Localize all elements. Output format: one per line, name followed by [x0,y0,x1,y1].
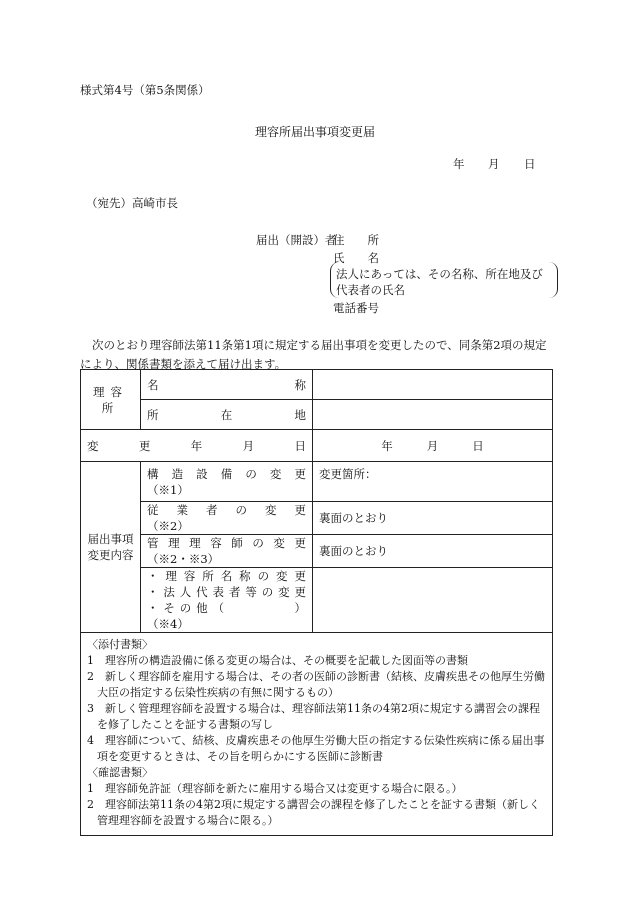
change-date-label-cell [81,430,313,462]
attachment-item: 4 理容師について、結核、皮膚疾患その他厚生労働大臣の指定する伝染性疾病に係る届出事項を変更するときは、その旨を明らかにする医師に診断書 [87,734,545,763]
item-structure-line2: （※1） [147,482,189,497]
shop-name-label: 名 称 [147,377,306,392]
item-manager-line2: （※2・※3） [147,552,220,566]
corporation-note-line1: 法人にあっては、その名称、所在地及び [336,267,543,281]
shop-label-cell [81,370,141,430]
attachment-item: 1 理容所の構造設備に係る変更の場合は、その概要を記載した図面等の書類 [87,654,468,667]
corporation-note-line2: 代表者の氏名 [336,283,405,297]
shop-name-label-cell [141,370,313,400]
date-year-label: 年 [453,157,465,171]
item-other-line3: ・その他（ ） [147,601,306,615]
attachment-item: 3 新しく管理理容師を設置する場合は、理容師法第11条の4第2項に規定する講習会の課程を修了したことを証する書類の写し [87,702,540,731]
item-structure-value[interactable] [313,462,553,502]
shop-name-value[interactable] [313,370,553,400]
change-notification-table [80,369,552,827]
attachment-item: 2 新しく理容師を雇用する場合は、その者の医師の診断書（結核、皮膚疾患その他厚生労働大臣の指定する伝染性疾病の有無に関するもの） [87,670,545,699]
page-title: 理容所届出事項変更届 [254,125,375,139]
confirmations-heading: 〈確認書類〉 [87,766,153,779]
item-structure-line1: 構造設備の変更 [147,466,306,481]
name-label: 氏 名 [333,251,379,265]
item-staff-value[interactable] [313,502,553,535]
phone-label: 電話番号 [333,301,379,315]
changes-label-line1: 届出事項 [87,532,134,546]
item-staff-value-text: 裏面のとおり [319,511,388,525]
item-manager-value[interactable] [313,535,553,568]
location-label-cell [141,400,313,430]
item-other-value[interactable] [313,568,553,633]
item-other-line2: ・法人代表者等の変更 [147,585,306,599]
confirmation-item: 1 理容師免許証（理容師を新たに雇用する場合又は変更する場合に限る。） [87,782,463,795]
change-date-month: 月 [426,438,439,453]
change-date-year: 年 [381,438,393,453]
item-manager-value-text: 裏面のとおり [319,544,388,558]
changes-label-cell [81,462,141,633]
item-manager-label [141,535,313,568]
item-staff-label [141,502,313,535]
item-staff-line1: 従業者の変更 [147,503,306,517]
item-other-line4: （※4） [147,617,189,631]
location-value[interactable] [313,400,553,430]
shop-label: 理容所 [93,384,128,415]
item-manager-line1: 管理理容師の変更 [147,536,306,550]
date-day-label: 日 [524,157,536,171]
location-label: 所 在 地 [147,407,306,422]
item-structure-label [141,462,313,502]
item-other-line1: ・理容所名称の変更 [147,569,306,583]
applicant-label: 届出（開設）者 [256,233,337,247]
addressee: （宛先）高崎市長 [86,196,178,210]
change-date-label: 変 更 年 月 日 [87,438,306,453]
confirmation-item: 2 理容師法第11条の4第2項に規定する講習会の課程を修了したことを証する書類（新しく管理理容師を設置する場合に限る。） [87,798,540,827]
form-number: 様式第4号（第5条関係） [80,83,210,97]
date-month-label: 月 [488,157,500,171]
changes-label-line2: 変更内容 [87,548,134,562]
change-date-day: 日 [472,438,484,453]
intro-text: 次のとおり理容師法第11条第1項に規定する届出事項を変更したので、同条第2項の規定により、関係書類を添えて届け出ます。 [80,338,547,371]
notes-cell [81,633,553,836]
change-date-value[interactable] [313,430,553,462]
item-staff-line2: （※2） [147,519,189,533]
attachments-heading: 〈添付書類〉 [87,638,153,651]
item-structure-value-text: 変更箇所： [319,467,377,481]
item-other-label [141,568,313,633]
address-label: 住 所 [333,233,379,247]
